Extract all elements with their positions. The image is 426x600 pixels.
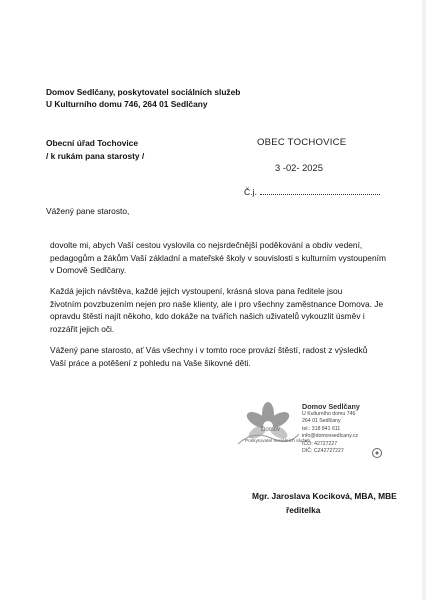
paragraph-line: Každá jejich návštěva, každé jejich vystoupení, krásná slova pana ředitele jsou	[50, 286, 343, 296]
seal-line: 264 01 Sedlčany	[302, 418, 341, 425]
paragraph-line: v Domově Sedlčany.	[50, 265, 127, 276]
sender-line-1: Domov Sedlčany, poskytovatel sociálních služeb	[46, 87, 241, 97]
recipient-line-1: Obecní úřad Tochovice	[46, 138, 138, 148]
signature-name: Mgr. Jaroslava Kociková, MBA, MBE	[252, 491, 397, 501]
paragraph-line: dovolte mi, abych Vaší cestou vyslovila co nejsrdečnější poděkování a obdiv vedení,	[50, 240, 363, 250]
paragraph-line: životním povzbuzením nejen pro naše klienty, ale i pro všechny zaměstnance Domova. Je	[50, 298, 384, 309]
signature-title: ředitelka	[286, 505, 321, 515]
seal-line: U Kulturního domu 746	[302, 411, 356, 417]
paragraph-line: Vážený pane starosto, ať Vás všechny i v tomto roce provází štěstí, radost z výsledků	[50, 345, 368, 355]
seal-address	[302, 402, 360, 455]
stamp-reference-label: Č.j.	[244, 187, 257, 197]
paragraph-line: Vaší práce a potěšení z pohledu na Vaše šikovné děti.	[50, 357, 251, 368]
organization-seal	[233, 400, 413, 470]
seal-subline: Poskytovatel sociálních služeb	[245, 439, 311, 444]
stamp-office: OBEC TOCHOVICE	[257, 137, 347, 148]
seal-line: IČO: 42727227	[302, 440, 338, 447]
paragraph-line: opravdu štěstí najít někoho, kdo dokáže na tvářích našich uživatelů vykouzlit úsměv i	[50, 311, 365, 322]
logo-text: Domov	[261, 427, 281, 433]
seal-name: Domov Sedlčany	[302, 402, 360, 411]
seal-line: DIČ: CZ42727227	[302, 448, 344, 455]
seal-line: tel.: 318 841 611	[302, 425, 341, 432]
stamp-reference	[244, 186, 380, 199]
paragraph-2	[50, 285, 383, 335]
seal-mark-icon	[371, 447, 383, 459]
reference-dotted-line	[260, 186, 380, 195]
stamp-date: 3 -02- 2025	[275, 162, 323, 173]
paragraph-3	[50, 344, 367, 369]
paragraph-line: rozzářit jejich oči.	[50, 323, 115, 334]
recipient-line-2: / k rukám pana starosty /	[46, 151, 145, 161]
scan-edge	[422, 0, 426, 600]
seal-line: info@domovsedlcany.cz	[302, 433, 358, 440]
paragraph-line: pedagogům a žákům Vaší základní a mateřské školy v souvislosti s kulturním vystoupením	[50, 252, 386, 263]
sender-line-2: U Kulturního domu 746, 264 01 Sedlčany	[46, 99, 208, 109]
paragraph-1	[50, 239, 386, 277]
salutation: Vážený pane starosto,	[46, 206, 130, 216]
